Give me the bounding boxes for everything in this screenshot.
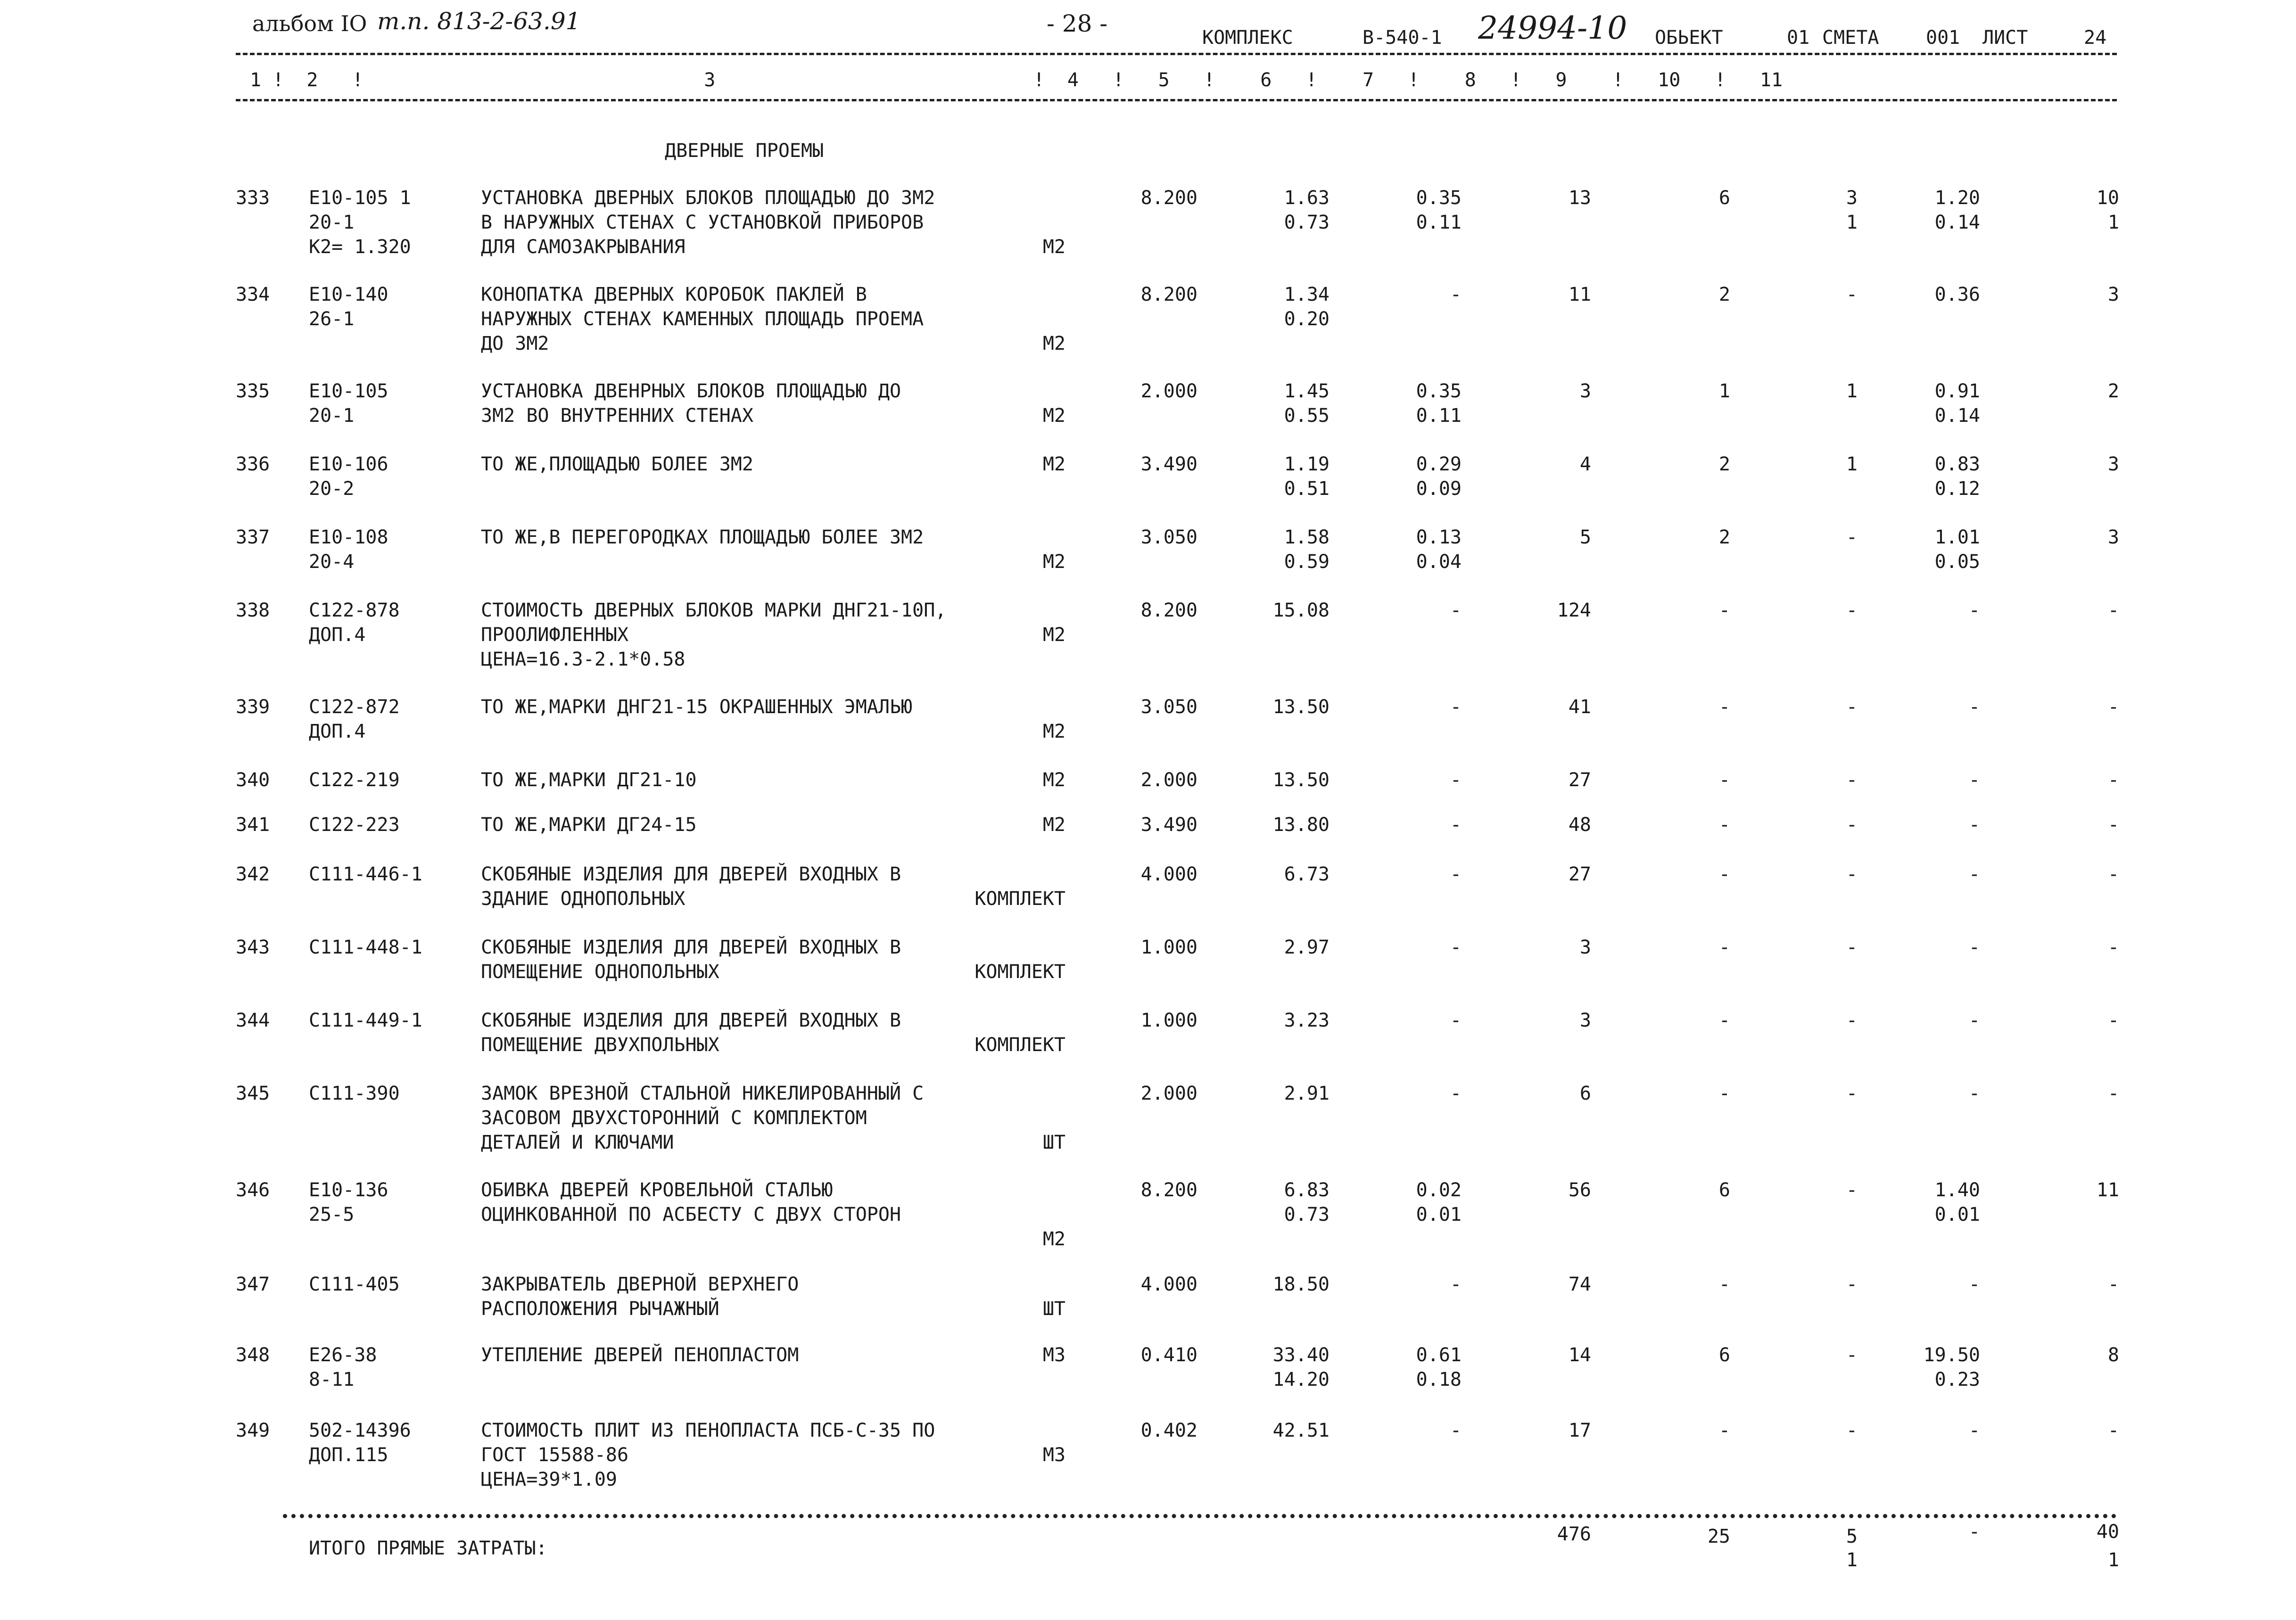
row-col6: - bbox=[1450, 863, 1462, 885]
row-col5: 15.08 bbox=[1272, 600, 1330, 621]
row-quantity: 2.000 bbox=[1140, 380, 1198, 402]
row-quantity: 3.050 bbox=[1140, 526, 1198, 548]
row-col8: 6 bbox=[1718, 1344, 1730, 1366]
row-col6: 0.29 bbox=[1416, 453, 1462, 475]
row-col10: 1.40 bbox=[1934, 1179, 1980, 1201]
row-description: КОНОПАТКА ДВЕРНЫХ КОРОБОК ПАКЛЕЙ В bbox=[481, 284, 867, 305]
row-unit: ШТ bbox=[1042, 1298, 1065, 1320]
row-number: 333 bbox=[236, 187, 270, 209]
column-numbers: 1 ! 2 ! 3 ! 4 ! 5 ! 6 ! 7 ! 8 ! 9 ! 10 ! 11 bbox=[250, 69, 1783, 91]
row-code: 502-14396 bbox=[309, 1420, 411, 1441]
row-col6: - bbox=[1450, 1083, 1462, 1104]
row-unit: М2 bbox=[1042, 721, 1065, 742]
row-col5: 1.63 bbox=[1284, 187, 1330, 209]
row-col8: - bbox=[1718, 863, 1730, 885]
row-quantity: 8.200 bbox=[1140, 284, 1198, 305]
row-description: ЗАКРЫВАТЕЛЬ ДВЕРНОЙ ВЕРХНЕГО bbox=[481, 1274, 799, 1295]
row-col7: 4 bbox=[1579, 453, 1591, 475]
row-description: ТО ЖЕ,ПЛОЩАДЬЮ БОЛЕЕ 3М2 bbox=[481, 453, 753, 475]
row-col8: - bbox=[1718, 1420, 1730, 1441]
row-col6: 0.01 bbox=[1416, 1204, 1462, 1225]
row-number: 337 bbox=[236, 526, 270, 548]
total-col7: 476 bbox=[1557, 1523, 1591, 1545]
row-col10: 0.14 bbox=[1934, 405, 1980, 427]
row-col6: 0.35 bbox=[1416, 380, 1462, 402]
row-description: ТО ЖЕ,МАРКИ ДГ21-10 bbox=[481, 769, 697, 791]
row-code: 20-1 bbox=[309, 212, 355, 233]
row-col8: - bbox=[1718, 1010, 1730, 1031]
row-number: 334 bbox=[236, 284, 270, 305]
row-unit: ШТ bbox=[1042, 1132, 1065, 1153]
row-col7: 6 bbox=[1579, 1083, 1591, 1104]
total-rule bbox=[283, 1514, 2117, 1518]
row-col10: - bbox=[1968, 814, 1980, 836]
row-col6: - bbox=[1450, 814, 1462, 836]
row-unit: М2 bbox=[1042, 551, 1065, 573]
row-description: ПРООЛИФЛЕННЫХ bbox=[481, 624, 629, 646]
row-col9: - bbox=[1846, 814, 1858, 836]
row-col5: 33.40 bbox=[1272, 1344, 1330, 1366]
row-number: 341 bbox=[236, 814, 270, 836]
row-col8: - bbox=[1718, 1083, 1730, 1104]
row-col5: 13.50 bbox=[1272, 769, 1330, 791]
row-col10: - bbox=[1968, 1010, 1980, 1031]
row-unit: М2 bbox=[1042, 405, 1065, 427]
row-col11: - bbox=[2107, 863, 2119, 885]
row-col11: 8 bbox=[2107, 1344, 2119, 1366]
row-col5: 13.80 bbox=[1272, 814, 1330, 836]
row-col9: - bbox=[1846, 1420, 1858, 1441]
row-unit: М2 bbox=[1042, 1228, 1065, 1250]
row-col6: 0.11 bbox=[1416, 405, 1462, 427]
row-col9: 1 bbox=[1846, 453, 1858, 475]
total-col9-b: 1 bbox=[1846, 1549, 1858, 1571]
row-col7: 124 bbox=[1557, 600, 1591, 621]
total-col8: 25 bbox=[1707, 1526, 1730, 1547]
row-quantity: 3.050 bbox=[1140, 696, 1198, 718]
row-col8: 2 bbox=[1718, 453, 1730, 475]
row-col7: 56 bbox=[1568, 1179, 1591, 1201]
row-col5: 6.83 bbox=[1284, 1179, 1330, 1201]
row-col9: - bbox=[1846, 1083, 1858, 1104]
album-label: альбом IO bbox=[252, 11, 367, 36]
row-code: Е10-106 bbox=[309, 453, 388, 475]
row-col9: 3 bbox=[1846, 187, 1858, 209]
row-description: ЗАМОК ВРЕЗНОЙ СТАЛЬНОЙ НИКЕЛИРОВАННЫЙ С bbox=[481, 1083, 924, 1104]
row-quantity: 1.000 bbox=[1140, 1010, 1198, 1031]
row-code: 20-1 bbox=[309, 405, 355, 427]
row-col10: - bbox=[1968, 1274, 1980, 1295]
row-col7: 27 bbox=[1568, 863, 1591, 885]
row-col11: 3 bbox=[2107, 453, 2119, 475]
row-col7: 3 bbox=[1579, 937, 1591, 958]
row-description: ПОМЕЩЕНИЕ ДВУХПОЛЬНЫХ bbox=[481, 1034, 719, 1056]
row-col10: - bbox=[1968, 769, 1980, 791]
row-col6: 0.61 bbox=[1416, 1344, 1462, 1366]
row-number: 336 bbox=[236, 453, 270, 475]
row-col11: - bbox=[2107, 769, 2119, 791]
row-quantity: 0.402 bbox=[1140, 1420, 1198, 1441]
row-description: СКОБЯНЫЕ ИЗДЕЛИЯ ДЛЯ ДВЕРЕЙ ВХОДНЫХ В bbox=[481, 863, 901, 885]
row-code: Е10-105 1 bbox=[309, 187, 411, 209]
row-col5: 0.59 bbox=[1284, 551, 1330, 573]
row-quantity: 0.410 bbox=[1140, 1344, 1198, 1366]
row-code: С122-878 bbox=[309, 600, 400, 621]
row-description: ТО ЖЕ,В ПЕРЕГОРОДКАХ ПЛОЩАДЬЮ БОЛЕЕ 3М2 bbox=[481, 526, 924, 548]
row-col11: 11 bbox=[2096, 1179, 2119, 1201]
row-number: 344 bbox=[236, 1010, 270, 1031]
row-col8: 6 bbox=[1718, 187, 1730, 209]
row-col5: 1.58 bbox=[1284, 526, 1330, 548]
row-col10: 0.14 bbox=[1934, 212, 1980, 233]
row-col10: 0.83 bbox=[1934, 453, 1980, 475]
row-description: СТОИМОСТЬ ПЛИТ ИЗ ПЕНОПЛАСТА ПСБ-С-35 ПО bbox=[481, 1420, 935, 1441]
row-col5: 3.23 bbox=[1284, 1010, 1330, 1031]
row-number: 348 bbox=[236, 1344, 270, 1366]
header-rule-bottom bbox=[236, 99, 2117, 101]
kompleks-code: В-540-1 bbox=[1363, 27, 1442, 49]
row-col11: 3 bbox=[2107, 526, 2119, 548]
row-col10: - bbox=[1968, 600, 1980, 621]
row-quantity: 8.200 bbox=[1140, 187, 1198, 209]
row-description: 3М2 ВО ВНУТРЕННИХ СТЕНАХ bbox=[481, 405, 753, 427]
row-quantity: 8.200 bbox=[1140, 1179, 1198, 1201]
row-col5: 14.20 bbox=[1272, 1369, 1330, 1390]
page-number: - 28 - bbox=[1047, 10, 1108, 37]
row-number: 335 bbox=[236, 380, 270, 402]
row-code: 8-11 bbox=[309, 1369, 355, 1390]
row-col10: 0.01 bbox=[1934, 1204, 1980, 1225]
row-col6: - bbox=[1450, 696, 1462, 718]
row-col10: - bbox=[1968, 863, 1980, 885]
row-col7: 11 bbox=[1568, 284, 1591, 305]
row-code: Е26-38 bbox=[309, 1344, 377, 1366]
row-col7: 48 bbox=[1568, 814, 1591, 836]
row-description: ТО ЖЕ,МАРКИ ДНГ21-15 ОКРАШЕННЫХ ЭМАЛЬЮ bbox=[481, 696, 913, 718]
row-code: С122-219 bbox=[309, 769, 400, 791]
row-unit: М2 bbox=[1042, 453, 1065, 475]
total-col11-b: 1 bbox=[2107, 1549, 2119, 1571]
row-col6: - bbox=[1450, 937, 1462, 958]
row-number: 346 bbox=[236, 1179, 270, 1201]
row-col6: 0.18 bbox=[1416, 1369, 1462, 1390]
row-quantity: 8.200 bbox=[1140, 600, 1198, 621]
row-code: ДОП.115 bbox=[309, 1444, 388, 1466]
row-code: 25-5 bbox=[309, 1204, 355, 1225]
row-col10: 1.20 bbox=[1934, 187, 1980, 209]
row-col10: 0.05 bbox=[1934, 551, 1980, 573]
row-unit: М3 bbox=[1042, 1344, 1065, 1366]
row-col9: - bbox=[1846, 1274, 1858, 1295]
row-col9: - bbox=[1846, 1179, 1858, 1201]
row-col6: 0.11 bbox=[1416, 212, 1462, 233]
row-col7: 3 bbox=[1579, 380, 1591, 402]
row-col5: 6.73 bbox=[1284, 863, 1330, 885]
row-number: 343 bbox=[236, 937, 270, 958]
row-unit: М2 bbox=[1042, 236, 1065, 258]
row-code: 26-1 bbox=[309, 308, 355, 330]
row-number: 347 bbox=[236, 1274, 270, 1295]
row-quantity: 4.000 bbox=[1140, 1274, 1198, 1295]
row-code: С111-405 bbox=[309, 1274, 400, 1295]
row-col9: 1 bbox=[1846, 212, 1858, 233]
row-col10: 19.50 bbox=[1923, 1344, 1980, 1366]
row-unit: М3 bbox=[1042, 1444, 1065, 1466]
row-col8: - bbox=[1718, 1274, 1730, 1295]
row-unit: М2 bbox=[1042, 624, 1065, 646]
row-col10: - bbox=[1968, 696, 1980, 718]
row-description: ЗАСОВОМ ДВУХСТОРОННИЙ С КОМПЛЕКТОМ bbox=[481, 1107, 867, 1129]
row-description: СКОБЯНЫЕ ИЗДЕЛИЯ ДЛЯ ДВЕРЕЙ ВХОДНЫХ В bbox=[481, 1010, 901, 1031]
row-code: Е10-136 bbox=[309, 1179, 388, 1201]
row-col8: - bbox=[1718, 696, 1730, 718]
row-quantity: 3.490 bbox=[1140, 814, 1198, 836]
row-col5: 18.50 bbox=[1272, 1274, 1330, 1295]
row-description: ПОМЕЩЕНИЕ ОДНОПОЛЬНЫХ bbox=[481, 961, 719, 983]
row-description: ДО 3М2 bbox=[481, 333, 549, 354]
row-col11: - bbox=[2107, 1083, 2119, 1104]
row-unit: М2 bbox=[1042, 769, 1065, 791]
row-description: ЗДАНИЕ ОДНОПОЛЬНЫХ bbox=[481, 888, 685, 910]
kompleks-handwritten: 24994-10 bbox=[1478, 10, 1627, 46]
row-quantity: 4.000 bbox=[1140, 863, 1198, 885]
list-label: ЛИСТ bbox=[1982, 27, 2028, 49]
row-col9: - bbox=[1846, 696, 1858, 718]
row-code: ДОП.4 bbox=[309, 624, 366, 646]
row-quantity: 2.000 bbox=[1140, 1083, 1198, 1104]
row-description: ОЦИНКОВАННОЙ ПО АСБЕСТУ С ДВУХ СТОРОН bbox=[481, 1204, 901, 1225]
row-code: Е10-140 bbox=[309, 284, 388, 305]
total-col10: - bbox=[1968, 1521, 1980, 1543]
row-number: 349 bbox=[236, 1420, 270, 1441]
row-code: С122-872 bbox=[309, 696, 400, 718]
row-code: С111-449-1 bbox=[309, 1010, 422, 1031]
row-col9: 1 bbox=[1846, 380, 1858, 402]
row-col11: - bbox=[2107, 1010, 2119, 1031]
total-label: ИТОГО ПРЯМЫЕ ЗАТРАТЫ: bbox=[309, 1538, 547, 1559]
row-description: ОБИВКА ДВЕРЕЙ КРОВЕЛЬНОЙ СТАЛЬЮ bbox=[481, 1179, 833, 1201]
row-col5: 0.51 bbox=[1284, 478, 1330, 500]
row-col10: - bbox=[1968, 1420, 1980, 1441]
total-col11-a: 40 bbox=[2096, 1521, 2119, 1543]
row-description: ГОСТ 15588-86 bbox=[481, 1444, 629, 1466]
obekt-label: ОБЬЕКТ bbox=[1655, 27, 1723, 49]
row-description: СТОИМОСТЬ ДВЕРНЫХ БЛОКОВ МАРКИ ДНГ21-10П, bbox=[481, 600, 947, 621]
row-unit: М2 bbox=[1042, 814, 1065, 836]
row-description: В НАРУЖНЫХ СТЕНАХ С УСТАНОВКОЙ ПРИБОРОВ bbox=[481, 212, 924, 233]
row-number: 338 bbox=[236, 600, 270, 621]
row-col9: - bbox=[1846, 284, 1858, 305]
row-unit: М2 bbox=[1042, 333, 1065, 354]
row-number: 342 bbox=[236, 863, 270, 885]
row-col5: 0.73 bbox=[1284, 1204, 1330, 1225]
row-col6: 0.04 bbox=[1416, 551, 1462, 573]
row-col5: 1.45 bbox=[1284, 380, 1330, 402]
row-col5: 1.34 bbox=[1284, 284, 1330, 305]
row-description: УСТАНОВКА ДВЕРНЫХ БЛОКОВ ПЛОЩАДЬЮ ДО 3М2 bbox=[481, 187, 935, 209]
row-col10: 0.23 bbox=[1934, 1369, 1980, 1390]
total-col9-a: 5 bbox=[1846, 1526, 1858, 1547]
row-col5: 13.50 bbox=[1272, 696, 1330, 718]
kompleks-label: КОМПЛЕКС bbox=[1202, 27, 1293, 49]
row-col11: 10 bbox=[2096, 187, 2119, 209]
row-code: С111-446-1 bbox=[309, 863, 422, 885]
row-col10: - bbox=[1968, 1083, 1980, 1104]
row-col9: - bbox=[1846, 937, 1858, 958]
row-col9: - bbox=[1846, 600, 1858, 621]
row-col8: - bbox=[1718, 937, 1730, 958]
row-col5: 2.97 bbox=[1284, 937, 1330, 958]
row-code: К2= 1.320 bbox=[309, 236, 411, 258]
row-col7: 14 bbox=[1568, 1344, 1591, 1366]
row-description: ЦЕНА=39*1.09 bbox=[481, 1469, 617, 1490]
row-description: УСТАНОВКА ДВЕНРНЫХ БЛОКОВ ПЛОЩАДЬЮ ДО bbox=[481, 380, 901, 402]
row-description: УТЕПЛЕНИЕ ДВЕРЕЙ ПЕНОПЛАСТОМ bbox=[481, 1344, 799, 1366]
row-description: ЦЕНА=16.3-2.1*0.58 bbox=[481, 649, 685, 670]
row-code: С122-223 bbox=[309, 814, 400, 836]
row-col5: 0.55 bbox=[1284, 405, 1330, 427]
row-col10: 0.36 bbox=[1934, 284, 1980, 305]
row-code: 20-2 bbox=[309, 478, 355, 500]
row-description: ДЕТАЛЕЙ И КЛЮЧАМИ bbox=[481, 1132, 674, 1153]
row-code: Е10-108 bbox=[309, 526, 388, 548]
list-value: 24 bbox=[2084, 27, 2107, 49]
row-col7: 13 bbox=[1568, 187, 1591, 209]
row-col7: 17 bbox=[1568, 1420, 1591, 1441]
row-description: ТО ЖЕ,МАРКИ ДГ24-15 bbox=[481, 814, 697, 836]
row-col9: - bbox=[1846, 526, 1858, 548]
row-col6: - bbox=[1450, 600, 1462, 621]
row-code: С111-448-1 bbox=[309, 937, 422, 958]
section-title: ДВЕРНЫЕ ПРОЕМЫ bbox=[665, 140, 824, 162]
row-number: 345 bbox=[236, 1083, 270, 1104]
row-number: 339 bbox=[236, 696, 270, 718]
row-col8: - bbox=[1718, 769, 1730, 791]
row-description: ДЛЯ САМОЗАКРЫВАНИЯ bbox=[481, 236, 685, 258]
row-col8: 6 bbox=[1718, 1179, 1730, 1201]
row-quantity: 2.000 bbox=[1140, 769, 1198, 791]
smeta-label: СМЕТА bbox=[1822, 27, 1879, 49]
row-col7: 5 bbox=[1579, 526, 1591, 548]
row-col10: 0.12 bbox=[1934, 478, 1980, 500]
obekt-value: 01 bbox=[1787, 27, 1810, 49]
row-unit: КОМПЛЕКТ bbox=[975, 1034, 1065, 1056]
row-col7: 41 bbox=[1568, 696, 1591, 718]
row-col11: 1 bbox=[2107, 212, 2119, 233]
row-description: РАСПОЛОЖЕНИЯ РЫЧАЖНЫЙ bbox=[481, 1298, 719, 1320]
row-col6: 0.35 bbox=[1416, 187, 1462, 209]
row-col5: 1.19 bbox=[1284, 453, 1330, 475]
row-col8: 2 bbox=[1718, 284, 1730, 305]
row-col11: - bbox=[2107, 1420, 2119, 1441]
row-quantity: 1.000 bbox=[1140, 937, 1198, 958]
smeta-value: 001 bbox=[1926, 27, 1960, 49]
row-col7: 27 bbox=[1568, 769, 1591, 791]
row-col5: 2.91 bbox=[1284, 1083, 1330, 1104]
row-col8: - bbox=[1718, 600, 1730, 621]
row-col6: - bbox=[1450, 769, 1462, 791]
row-col11: 2 bbox=[2107, 380, 2119, 402]
row-col5: 0.20 bbox=[1284, 308, 1330, 330]
row-col5: 0.73 bbox=[1284, 212, 1330, 233]
row-col9: - bbox=[1846, 863, 1858, 885]
row-col8: - bbox=[1718, 814, 1730, 836]
row-code: Е10-105 bbox=[309, 380, 388, 402]
row-col9: - bbox=[1846, 769, 1858, 791]
row-col11: - bbox=[2107, 600, 2119, 621]
row-quantity: 3.490 bbox=[1140, 453, 1198, 475]
row-col9: - bbox=[1846, 1010, 1858, 1031]
row-unit: КОМПЛЕКТ bbox=[975, 961, 1065, 983]
row-col10: 1.01 bbox=[1934, 526, 1980, 548]
row-col11: - bbox=[2107, 696, 2119, 718]
row-col6: 0.02 bbox=[1416, 1179, 1462, 1201]
row-col5: 42.51 bbox=[1272, 1420, 1330, 1441]
row-code: ДОП.4 bbox=[309, 721, 366, 742]
row-number: 340 bbox=[236, 769, 270, 791]
row-col6: 0.09 bbox=[1416, 478, 1462, 500]
row-col6: - bbox=[1450, 1010, 1462, 1031]
row-col11: 3 bbox=[2107, 284, 2119, 305]
row-col7: 3 bbox=[1579, 1010, 1591, 1031]
row-col8: 1 bbox=[1718, 380, 1730, 402]
row-unit: КОМПЛЕКТ bbox=[975, 888, 1065, 910]
row-description: СКОБЯНЫЕ ИЗДЕЛИЯ ДЛЯ ДВЕРЕЙ ВХОДНЫХ В bbox=[481, 937, 901, 958]
row-col11: - bbox=[2107, 937, 2119, 958]
row-col9: - bbox=[1846, 1344, 1858, 1366]
project-number: т.п. 813-2-63.91 bbox=[377, 8, 581, 35]
row-code: 20-4 bbox=[309, 551, 355, 573]
row-col10: 0.91 bbox=[1934, 380, 1980, 402]
row-col11: - bbox=[2107, 1274, 2119, 1295]
header-rule-top bbox=[236, 53, 2117, 55]
row-description: НАРУЖНЫХ СТЕНАХ КАМЕННЫХ ПЛОЩАДЬ ПРОЕМА bbox=[481, 308, 924, 330]
row-col6: 0.13 bbox=[1416, 526, 1462, 548]
row-col6: - bbox=[1450, 284, 1462, 305]
row-col6: - bbox=[1450, 1274, 1462, 1295]
row-code: С111-390 bbox=[309, 1083, 400, 1104]
row-col7: 74 bbox=[1568, 1274, 1591, 1295]
row-col6: - bbox=[1450, 1420, 1462, 1441]
row-col10: - bbox=[1968, 937, 1980, 958]
row-col11: - bbox=[2107, 814, 2119, 836]
row-col8: 2 bbox=[1718, 526, 1730, 548]
